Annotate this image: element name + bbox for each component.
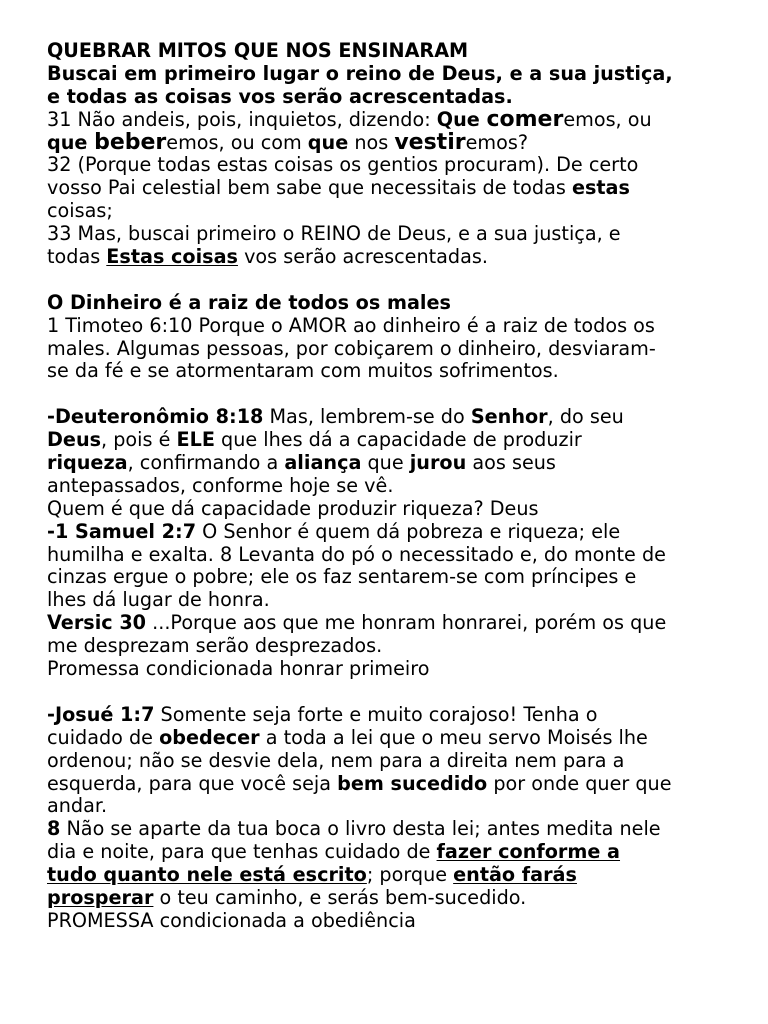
text-line: humilha e exalta. 8 Levanta do pó o necessitado e, do monte de (47, 542, 666, 566)
text-line: vosso Pai celestial bem sabe que necessitais de todas estas (47, 176, 630, 200)
subtitle-line: e todas as coisas vos serão acrescentadas. (47, 84, 513, 108)
blank-line (47, 383, 747, 406)
text-line: 8 Não se aparte da tua boca o livro desta lei; antes medita nele (47, 817, 661, 841)
text-line: PROMESSA condicionada a obediência (47, 908, 416, 932)
text-line: me desprezam serão desprezados. (47, 634, 383, 658)
text-line: se da fé e se atormentaram com muitos sofrimentos. (47, 359, 559, 383)
text-line: andar. (47, 794, 108, 818)
text-line: que beberemos, ou com que nos vestiremos? (47, 129, 529, 155)
text-line: 31 Não andeis, pois, inquietos, dizendo: Que comeremos, ou (47, 106, 652, 132)
text-line: ordenou; não se desvie dela, nem para a direita nem para a (47, 748, 625, 772)
text-line: -Josué 1:7 Somente seja forte e muito corajoso! Tenha o (47, 702, 598, 726)
subtitle-line: Buscai em primeiro lugar o reino de Deus, e a sua justiça, (47, 61, 673, 85)
text-line: dia e noite, para que tenhas cuidado de fazer conforme a (47, 840, 621, 864)
text-line: Versic 30 ...Porque aos que me honram honrarei, porém os que (47, 611, 667, 635)
text-line: -Deuteronômio 8:18 Mas, lembrem-se do Senhor, do seu (47, 405, 624, 429)
text-line: prosperar o teu caminho, e serás bem-sucedido. (47, 885, 527, 909)
text-line: cuidado de obedecer a toda a lei que o meu servo Moisés lhe (47, 725, 648, 749)
text-line: tudo quanto nele está escrito; porque então farás (47, 863, 577, 887)
text-line: 1 Timoteo 6:10 Porque o AMOR ao dinheiro é a raiz de todos os (47, 313, 655, 337)
text-line: todas Estas coisas vos serão acrescentadas. (47, 245, 488, 269)
document-body (47, 40, 747, 933)
text-line: Promessa condicionada honrar primeiro (47, 657, 430, 681)
text-line: 32 (Porque todas estas coisas os gentios procuram). De certo (47, 153, 639, 177)
text-line: Quem é que dá capacidade produzir riqueza? Deus (47, 496, 539, 520)
page-title: QUEBRAR MITOS QUE NOS ENSINARAM (47, 39, 469, 62)
text-line: 33 Mas, buscai primeiro o REINO de Deus, e a sua justiça, e (47, 222, 621, 246)
text-line: males. Algumas pessoas, por cobiçarem o dinheiro, desviaram- (47, 336, 656, 360)
blank-line (47, 269, 747, 292)
blank-line (47, 681, 747, 704)
text-line: cinzas ergue o pobre; ele os faz sentarem-se com príncipes e (47, 565, 637, 589)
text-line: lhes dá lugar de honra. (47, 588, 270, 612)
text-line: coisas; (47, 199, 113, 223)
text-line: antepassados, conforme hoje se vê. (47, 473, 394, 497)
text-line: Deus, pois é ELE que lhes dá a capacidade de produzir (47, 428, 582, 452)
text-line: -1 Samuel 2:7 O Senhor é quem dá pobreza e riqueza; ele (47, 519, 621, 543)
text-line: esquerda, para que você seja bem sucedido por onde quer que (47, 771, 672, 795)
text-line: riqueza, confirmando a aliança que jurou aos seus (47, 451, 556, 475)
section-heading: O Dinheiro é a raiz de todos os males (47, 290, 451, 314)
